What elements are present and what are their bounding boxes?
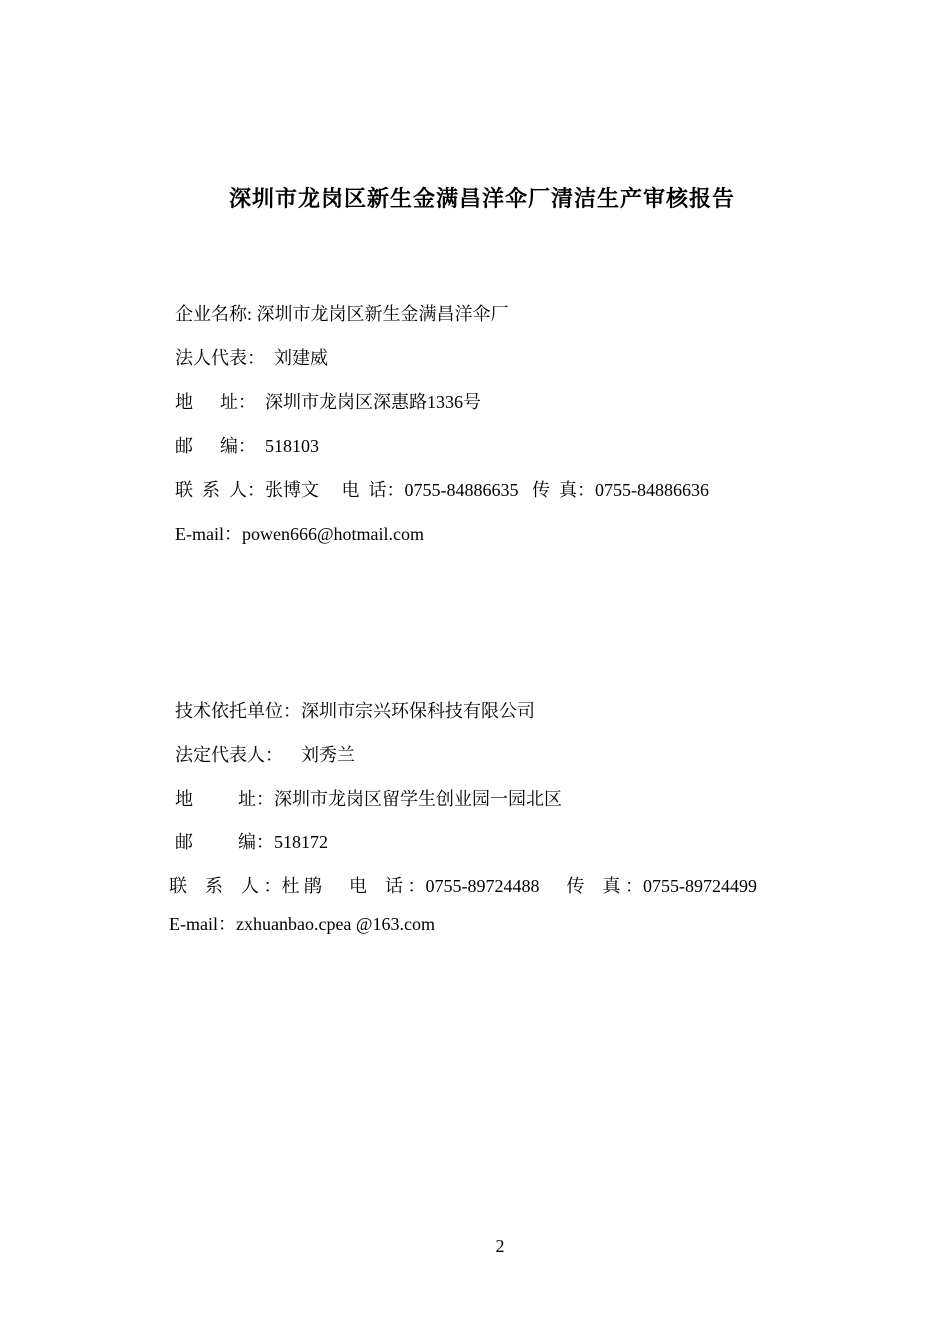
enterprise-phone-value: 0755-84886635 [404,480,519,500]
enterprise-email-row [166,498,424,546]
enterprise-fax-label: 传 真： [532,480,595,500]
consultant-phone-value: 0755-89724488 [425,876,540,896]
consultant-fax-value: 0755-89724499 [643,876,757,896]
consultant-legal-rep-row [166,719,355,767]
enterprise-email-label: E-mail： [175,524,242,544]
enterprise-name-value: 深圳市龙岗区新生金满昌洋伞厂 [256,304,509,324]
enterprise-fax-value: 0755-84886636 [595,480,709,500]
enterprise-postcode-row [166,410,319,458]
enterprise-postcode-value: 518103 [265,436,319,456]
document-title: 深圳市龙岗区新生金满昌洋伞厂清洁生产审核报告 [228,187,735,212]
consultant-unit-value: 深圳市宗兴环保科技有限公司 [301,701,535,721]
consultant-contact-value: 杜 鹃 [281,876,322,896]
consultant-legal-rep-label: 法定代表人： [175,745,301,765]
enterprise-postcode-label: 邮 编： [175,436,265,456]
enterprise-address-row [166,366,481,414]
enterprise-legal-rep-value: 刘建威 [274,348,328,368]
consultant-postcode-row [166,806,328,854]
consultant-contact-label: 联 系 人 ： [169,876,282,896]
enterprise-name-row [166,278,509,326]
page-number: 2 [495,1236,505,1256]
enterprise-legal-rep-label: 法人代表： [175,348,274,368]
enterprise-phone-label: 电 话： [341,480,405,500]
consultant-unit-row [166,675,535,723]
consultant-phone-label: 电 话 ： [349,876,426,896]
enterprise-legal-rep-row [166,322,328,370]
consultant-address-value: 深圳市龙岗区留学生创业园一园北区 [274,789,562,809]
consultant-unit-label: 技术依托单位： [175,701,301,721]
enterprise-contact-row [166,454,709,502]
consultant-email-row [160,888,435,936]
enterprise-address-value: 深圳市龙岗区深惠路1336号 [265,392,481,412]
enterprise-contact-label: 联 系 人： [175,480,265,500]
consultant-fax-label: 传 真 ： [566,876,643,896]
consultant-email-value: zxhuanbao.cpea @163.com [235,914,435,934]
enterprise-email-value: powen666@hotmail.com [241,524,425,544]
enterprise-name-label: 企业名称: [175,304,257,324]
consultant-address-row [166,763,562,811]
consultant-email-label: E-mail： [169,914,236,934]
enterprise-address-label: 地 址： [175,392,265,412]
consultant-postcode-label: 邮 编： [175,832,274,852]
consultant-legal-rep-value: 刘秀兰 [301,745,355,765]
consultant-address-label: 地 址： [175,789,274,809]
consultant-postcode-value: 518172 [274,832,328,852]
enterprise-contact-value: 张博文 [265,480,319,500]
